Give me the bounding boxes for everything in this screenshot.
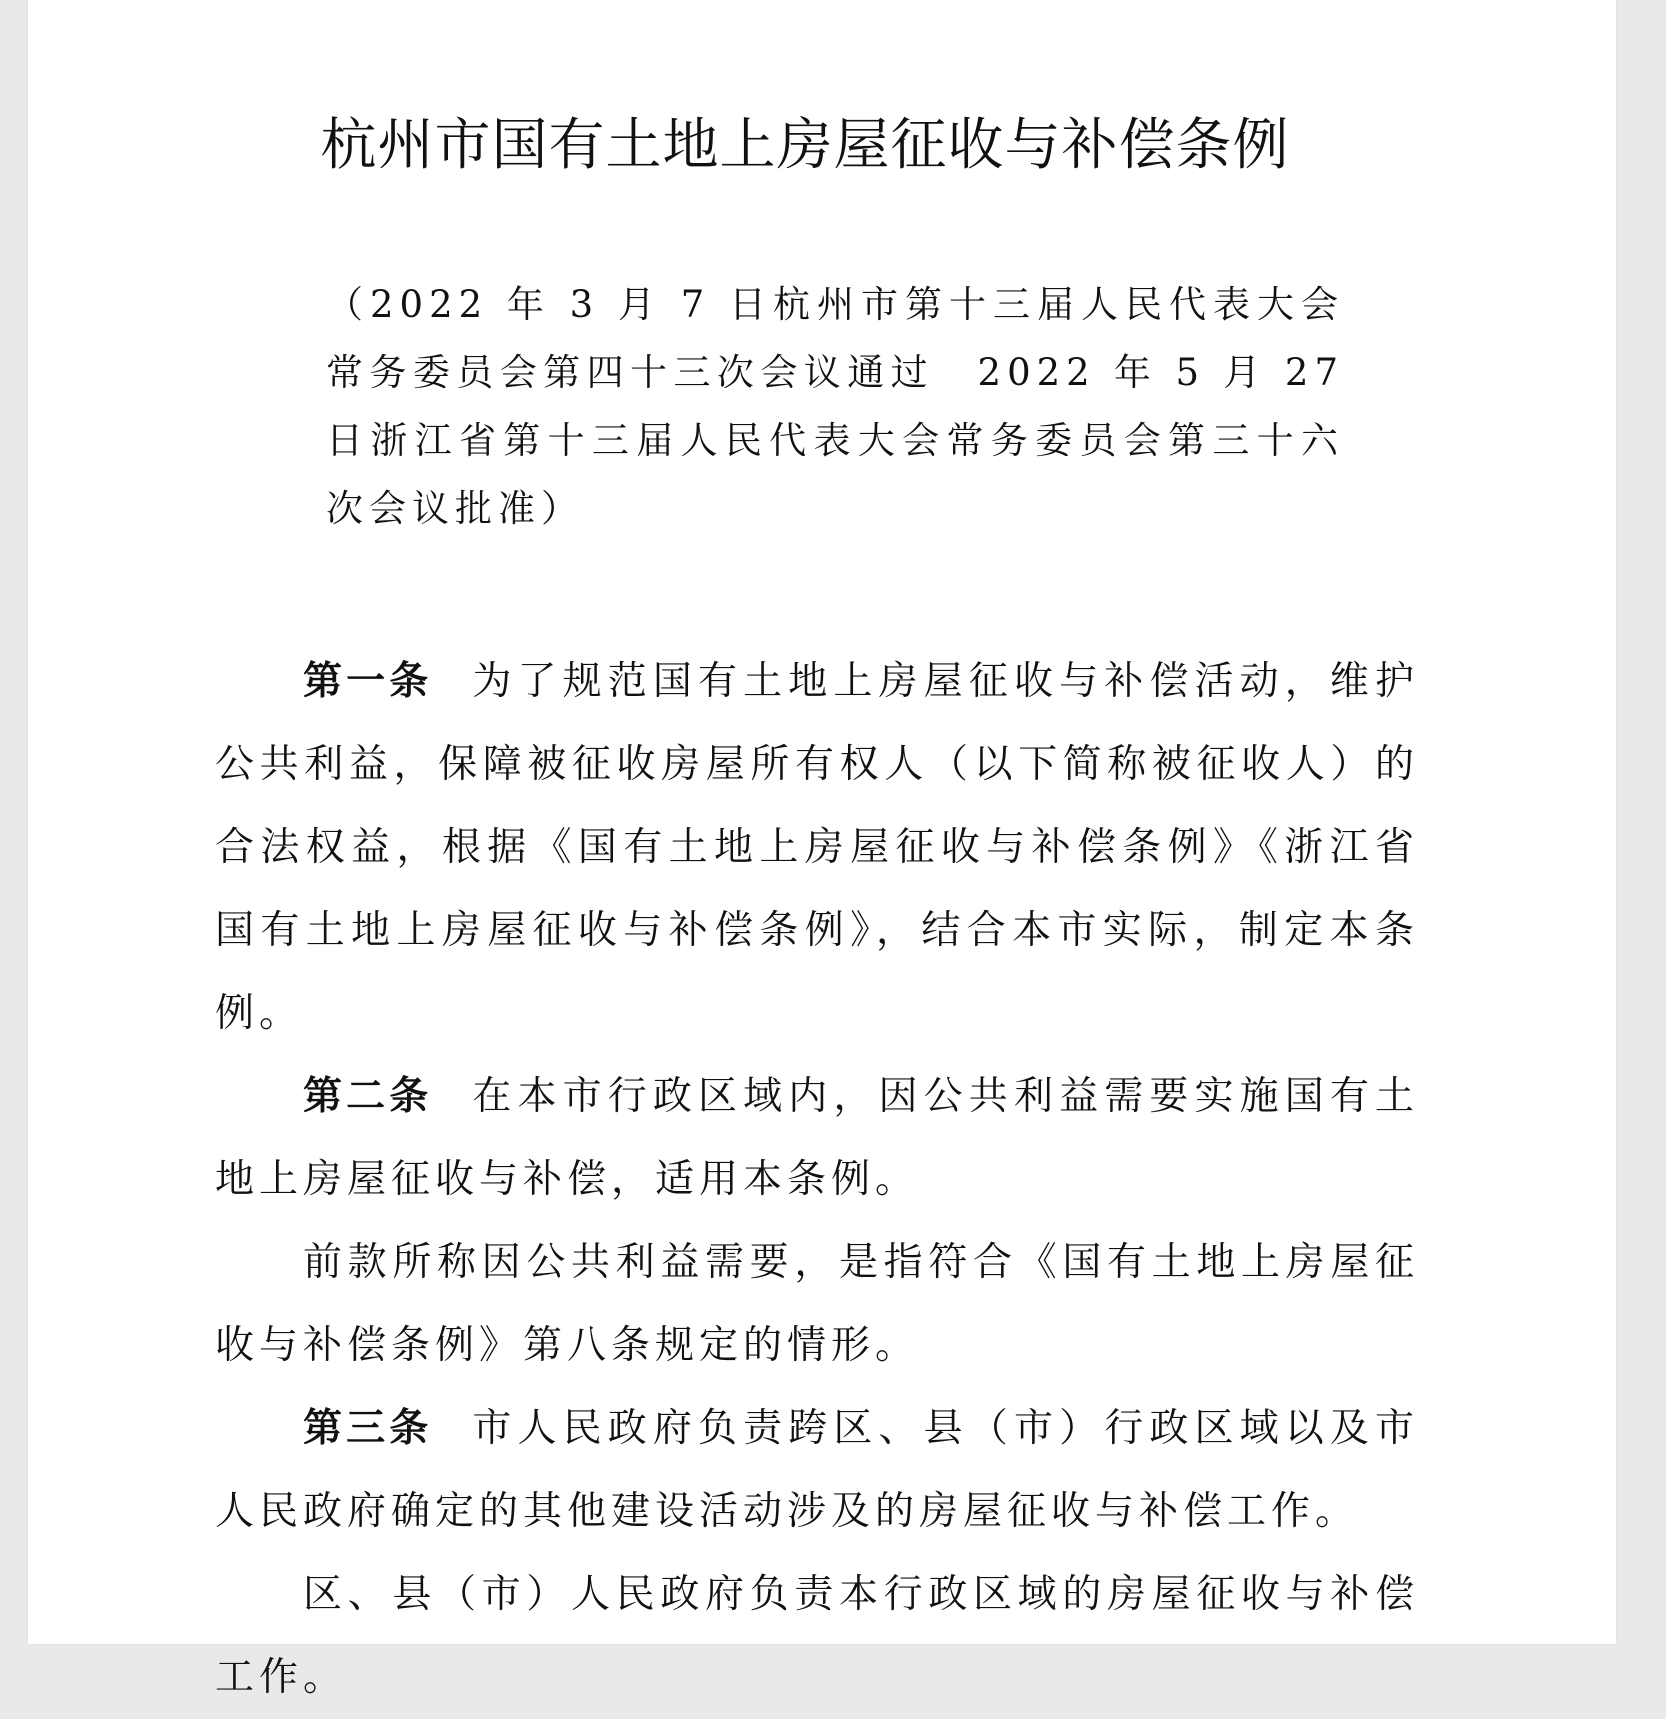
article-text: 为了规范国有土地上房屋征收与补偿活动，维护公共利益，保障被征收房屋所有权人（以下简称被征收人）的合法权益，根据《国有土地上房屋征收与补偿条例》《浙江省国有土地上房屋征收与补偿条例》，结合本市实际，制定本条例。 [215, 659, 1419, 1036]
article-heading: 第三条 [303, 1406, 433, 1451]
article-paragraph [215, 1387, 1419, 1553]
article-paragraph [215, 1553, 1419, 1719]
article-text: 区、县（市）人民政府负责本行政区域的房屋征收与补偿工作。 [215, 1572, 1419, 1700]
article-text: 在本市行政区域内，因公共利益需要实施国有土地上房屋征收与补偿，适用本条例。 [215, 1074, 1419, 1202]
document-title: 杭州市国有土地上房屋征收与补偿条例 [320, 113, 1290, 178]
article-paragraph [215, 1221, 1419, 1387]
article-paragraph [215, 1055, 1419, 1221]
article-text: 前款所称因公共利益需要，是指符合《国有土地上房屋征收与补偿条例》第八条规定的情形。 [215, 1240, 1419, 1368]
article-heading: 第一条 [303, 659, 433, 704]
document-body [215, 640, 1419, 1719]
adoption-note: （2022 年 3 月 7 日杭州市第十三届人民代表大会常务委员会第四十三次会议通过 2022 年 5 月 27 日浙江省第十三届人民代表大会常务委员会第三十六次会议批准） [326, 283, 1344, 530]
article-paragraph [215, 640, 1419, 1055]
article-heading: 第二条 [303, 1074, 433, 1119]
article-text: 市人民政府负责跨区、县（市）行政区域以及市人民政府确定的其他建设活动涉及的房屋征收与补偿工作。 [215, 1406, 1419, 1534]
